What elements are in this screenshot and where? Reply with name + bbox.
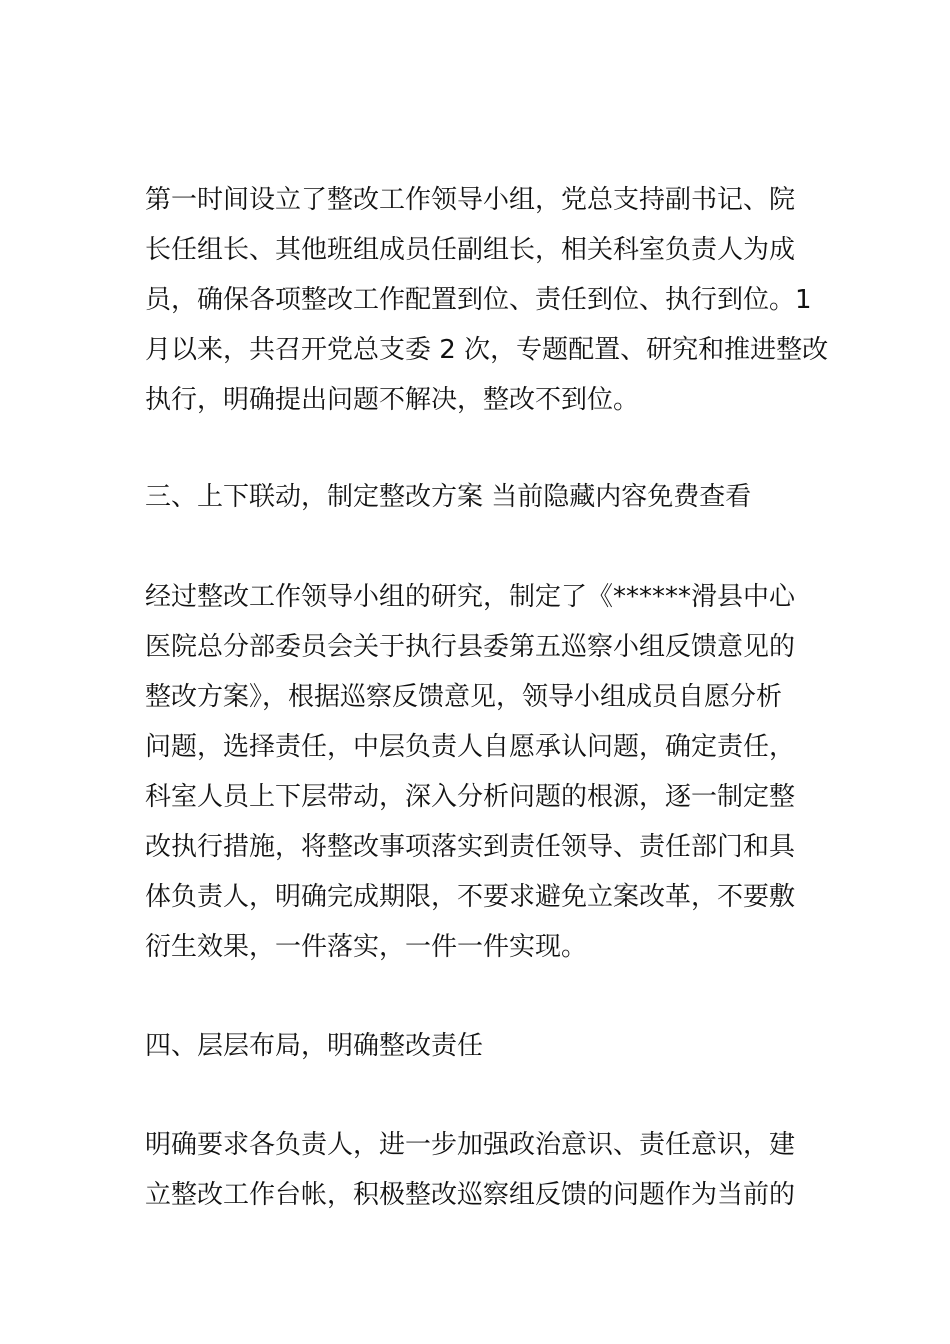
text-line: 执行，明确提出问题不解决，整改不到位。: [145, 385, 640, 415]
text-line: 员，确保各项整改工作配置到位、责任到位、执行到位。1: [145, 285, 812, 315]
section-heading-4: [145, 1021, 815, 1071]
text-line: 立整改工作台帐，积极整改巡察组反馈的问题作为当前的: [145, 1180, 796, 1210]
text-line: 月以来，共召开党总支委 2 次，专题配置、研究和推进整改: [145, 335, 829, 365]
text-line: 明确要求各负责人，进一步加强政治意识、责任意识，建: [145, 1130, 796, 1160]
text-line: 医院总分部委员会关于执行县委第五巡察小组反馈意见的: [145, 632, 796, 662]
text-line: 改执行措施，将整改事项落实到责任领导、责任部门和具: [145, 832, 796, 862]
section-heading-text: 三、上下联动，制定整改方案 当前隐藏内容免费查看: [145, 482, 752, 512]
text-line: 整改方案》，根据巡察反馈意见，领导小组成员自愿分析: [145, 682, 783, 712]
text-line: 长任组长、其他班组成员任副组长，相关科室负责人为成: [145, 235, 796, 265]
text-line: 经过整改工作领导小组的研究，制定了《******滑县中心: [145, 582, 796, 612]
paragraph-leadership-group: [145, 175, 829, 425]
text-line: 第一时间设立了整改工作领导小组，党总支持副书记、院: [145, 185, 796, 215]
paragraph-responsibility: [145, 1120, 815, 1220]
text-line: 问题，选择责任，中层负责人自愿承认问题，确定责任，: [145, 732, 796, 762]
text-line: 衍生效果，一件落实，一件一件实现。: [145, 932, 588, 962]
text-line: 科室人员上下层带动，深入分析问题的根源，逐一制定整: [145, 782, 796, 812]
section-heading-text: 四、层层布局，明确整改责任: [145, 1031, 484, 1061]
paragraph-rectification-plan: [145, 572, 815, 972]
section-heading-3: [145, 472, 815, 522]
text-line: 体负责人，明确完成期限，不要求避免立案改革，不要敷: [145, 882, 796, 912]
